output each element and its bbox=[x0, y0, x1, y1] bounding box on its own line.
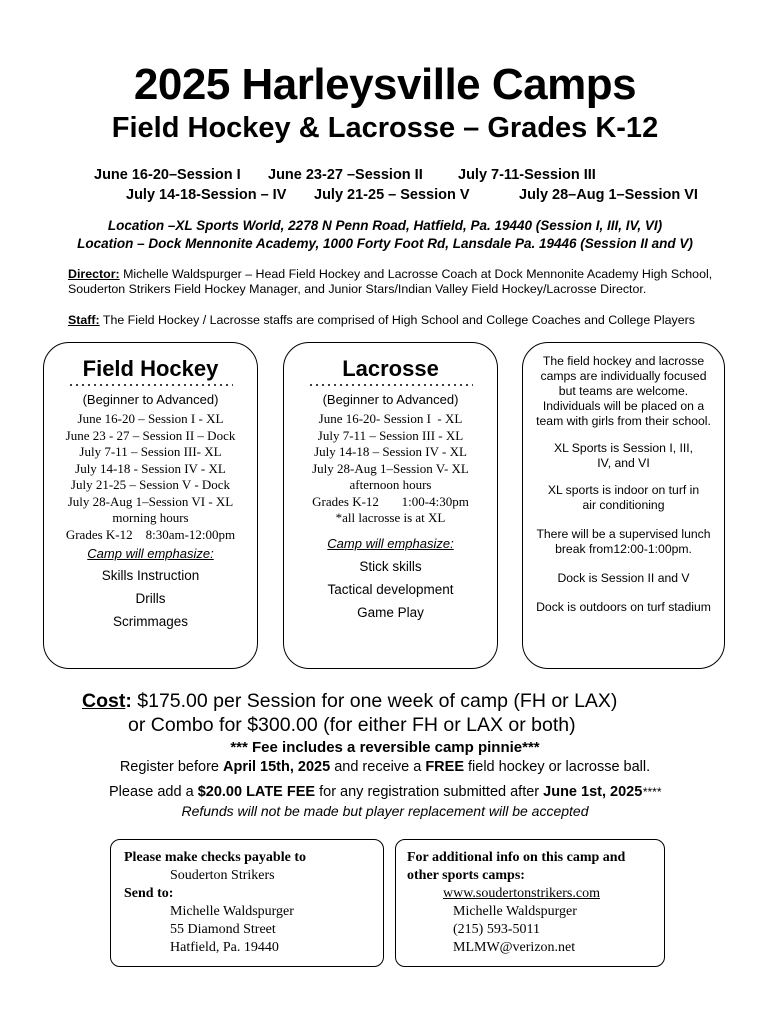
lacrosse-title: Lacrosse bbox=[342, 356, 439, 381]
info-paragraph: Dock is outdoors on turf stadium bbox=[536, 600, 711, 614]
late-stars: **** bbox=[642, 785, 661, 799]
lacrosse-box bbox=[283, 342, 498, 669]
location-xl: Location –XL Sports World, 2278 N Penn Road, Hatfield, Pa. 19440 (Session I, III, IV, VI) bbox=[107, 218, 663, 233]
cost-colon: : bbox=[125, 690, 132, 712]
website-link[interactable]: www.soudertonstrikers.com bbox=[443, 886, 600, 901]
reg-part: Register before bbox=[119, 759, 223, 775]
reg-part: field hockey or lacrosse ball. bbox=[463, 759, 651, 775]
late-date: June 1st, 2025 bbox=[543, 784, 643, 800]
field-hockey-emphasize: Camp will emphasize: bbox=[87, 546, 214, 561]
fh-schedule-line: July 28-Aug 1–Session VI - XL bbox=[67, 493, 234, 509]
session-3: July 7-11-Session III bbox=[458, 167, 596, 183]
contact-box bbox=[395, 839, 665, 967]
lax-schedule-line: *all lacrosse is at XL bbox=[335, 510, 446, 525]
lax-schedule-line: Grades K-12 1:00-4:30pm bbox=[312, 493, 469, 509]
late-fee-note bbox=[0, 784, 770, 800]
lax-schedule-line: July 7-11 – Session III - XL bbox=[317, 427, 464, 443]
fh-schedule-line: July 14-18 - Session IV - XL bbox=[75, 460, 226, 476]
lacrosse-schedule bbox=[284, 411, 497, 527]
late-part: for any registration submitted after bbox=[315, 784, 544, 800]
contact-label: For additional info on this camp and bbox=[407, 850, 626, 865]
director-label: Director: bbox=[68, 267, 120, 281]
session-2: June 23-27 –Session II bbox=[268, 167, 423, 183]
fh-item: Drills bbox=[135, 591, 166, 606]
cost-label: Cost bbox=[82, 690, 126, 712]
session-5: July 21-25 – Session V bbox=[314, 187, 470, 203]
lacrosse-emphasize: Camp will emphasize: bbox=[327, 535, 454, 551]
location-dock: Location – Dock Mennonite Academy, 1000 Forty Foot Rd, Lansdale Pa. 19446 (Session II and V) bbox=[77, 236, 693, 251]
contact-phone: (215) 593-5011 bbox=[453, 922, 540, 937]
contact-name: Michelle Waldspurger bbox=[453, 904, 577, 919]
fh-schedule-line: June 23 - 27 – Session II – Dock bbox=[65, 427, 236, 443]
register-note bbox=[0, 759, 770, 775]
director-paragraph bbox=[68, 267, 728, 297]
staff-paragraph bbox=[68, 313, 728, 328]
session-1: June 16-20–Session I bbox=[94, 167, 241, 183]
staff-label: Staff: bbox=[68, 313, 100, 327]
info-paragraph: Dock is Session II and V bbox=[557, 571, 690, 585]
page-subtitle: Field Hockey & Lacrosse – Grades K-12 bbox=[111, 112, 659, 144]
late-fee: $20.00 LATE FEE bbox=[197, 784, 316, 800]
checks-label: Please make checks payable to bbox=[124, 850, 306, 865]
pinnie-note: *** Fee includes a reversible camp pinnie*** bbox=[230, 739, 540, 756]
director-text: Michelle Waldspurger – Head Field Hockey and Lacrosse Coach at Dock Mennonite Academy High School, Souderton Strikers Field Hockey Manager, and Junior Stars/Indian Valley Field Hockey/Lacrosse Director. bbox=[68, 267, 713, 296]
reg-deadline: April 15th, 2025 bbox=[223, 759, 331, 775]
fh-schedule-line: June 16-20 – Session I - XL bbox=[77, 411, 224, 426]
payee: Souderton Strikers bbox=[170, 868, 275, 883]
fh-schedule-line: Grades K-12 8:30am-12:00pm bbox=[65, 526, 236, 542]
late-part: Please add a bbox=[109, 784, 198, 800]
session-6: July 28–Aug 1–Session VI bbox=[519, 187, 698, 203]
cost-line-1 bbox=[82, 690, 617, 713]
lacrosse-squiggle bbox=[308, 383, 473, 389]
reg-part: and receive a bbox=[330, 759, 426, 775]
session-4: July 14-18-Session – IV bbox=[126, 187, 287, 203]
info-paragraph: XL sports is indoor on turf in air conditioning bbox=[547, 483, 700, 512]
field-hockey-schedule bbox=[44, 411, 257, 543]
info-paragraph: There will be a supervised lunch break from12:00-1:00pm. bbox=[536, 527, 711, 556]
payment-box bbox=[110, 839, 384, 967]
mail-street: 55 Diamond Street bbox=[170, 922, 276, 937]
field-hockey-level: (Beginner to Advanced) bbox=[82, 392, 219, 407]
lax-schedule-line: July 28-Aug 1–Session V- XL bbox=[312, 460, 469, 476]
mail-name: Michelle Waldspurger bbox=[170, 904, 294, 919]
send-label: Send to: bbox=[124, 886, 174, 901]
fh-schedule-line: July 7-11 – Session III- XL bbox=[79, 444, 222, 459]
contact-label: other sports camps: bbox=[407, 868, 525, 883]
page-title: 2025 Harleysville Camps bbox=[133, 60, 637, 109]
fh-schedule-line: July 21-25 – Session V - Dock bbox=[70, 477, 231, 492]
cost-line-2: or Combo for $300.00 (for either FH or LAX or both) bbox=[128, 714, 576, 736]
fh-schedule-line: morning hours bbox=[112, 510, 189, 525]
info-box bbox=[522, 342, 725, 669]
info-paragraph: The field hockey and lacrosse camps are individually focused but teams are welcome. Individuals will be placed on a team with girls from their school. bbox=[536, 354, 711, 428]
field-hockey-title: Field Hockey bbox=[82, 356, 219, 381]
lacrosse-level: (Beginner to Advanced) bbox=[322, 392, 459, 407]
lax-schedule-line: June 16-20- Session I - XL bbox=[318, 411, 463, 426]
refund-note: Refunds will not be made but player replacement will be accepted bbox=[181, 803, 589, 819]
fh-item: Scrimmages bbox=[112, 614, 188, 629]
cost-session-price: $175.00 per Session for one week of camp (FH or LAX) bbox=[131, 690, 618, 712]
lax-item: Stick skills bbox=[359, 558, 422, 574]
field-hockey-box bbox=[43, 342, 258, 669]
lax-schedule-line: July 14-18 – Session IV - XL bbox=[314, 444, 467, 459]
staff-text: The Field Hockey / Lacrosse staffs are comprised of High School and College Coaches and College Players bbox=[99, 313, 695, 327]
contact-email: MLMW@verizon.net bbox=[453, 940, 576, 955]
mail-city: Hatfield, Pa. 19440 bbox=[170, 940, 279, 955]
fh-item: Skills Instruction bbox=[101, 568, 200, 583]
lax-schedule-line: afternoon hours bbox=[349, 477, 432, 492]
lax-item: Game Play bbox=[357, 604, 424, 620]
reg-free: FREE bbox=[425, 759, 464, 775]
lax-item: Tactical development bbox=[327, 581, 454, 597]
info-paragraph: XL Sports is Session I, III, IV, and VI bbox=[553, 441, 694, 470]
field-hockey-squiggle bbox=[68, 383, 233, 389]
